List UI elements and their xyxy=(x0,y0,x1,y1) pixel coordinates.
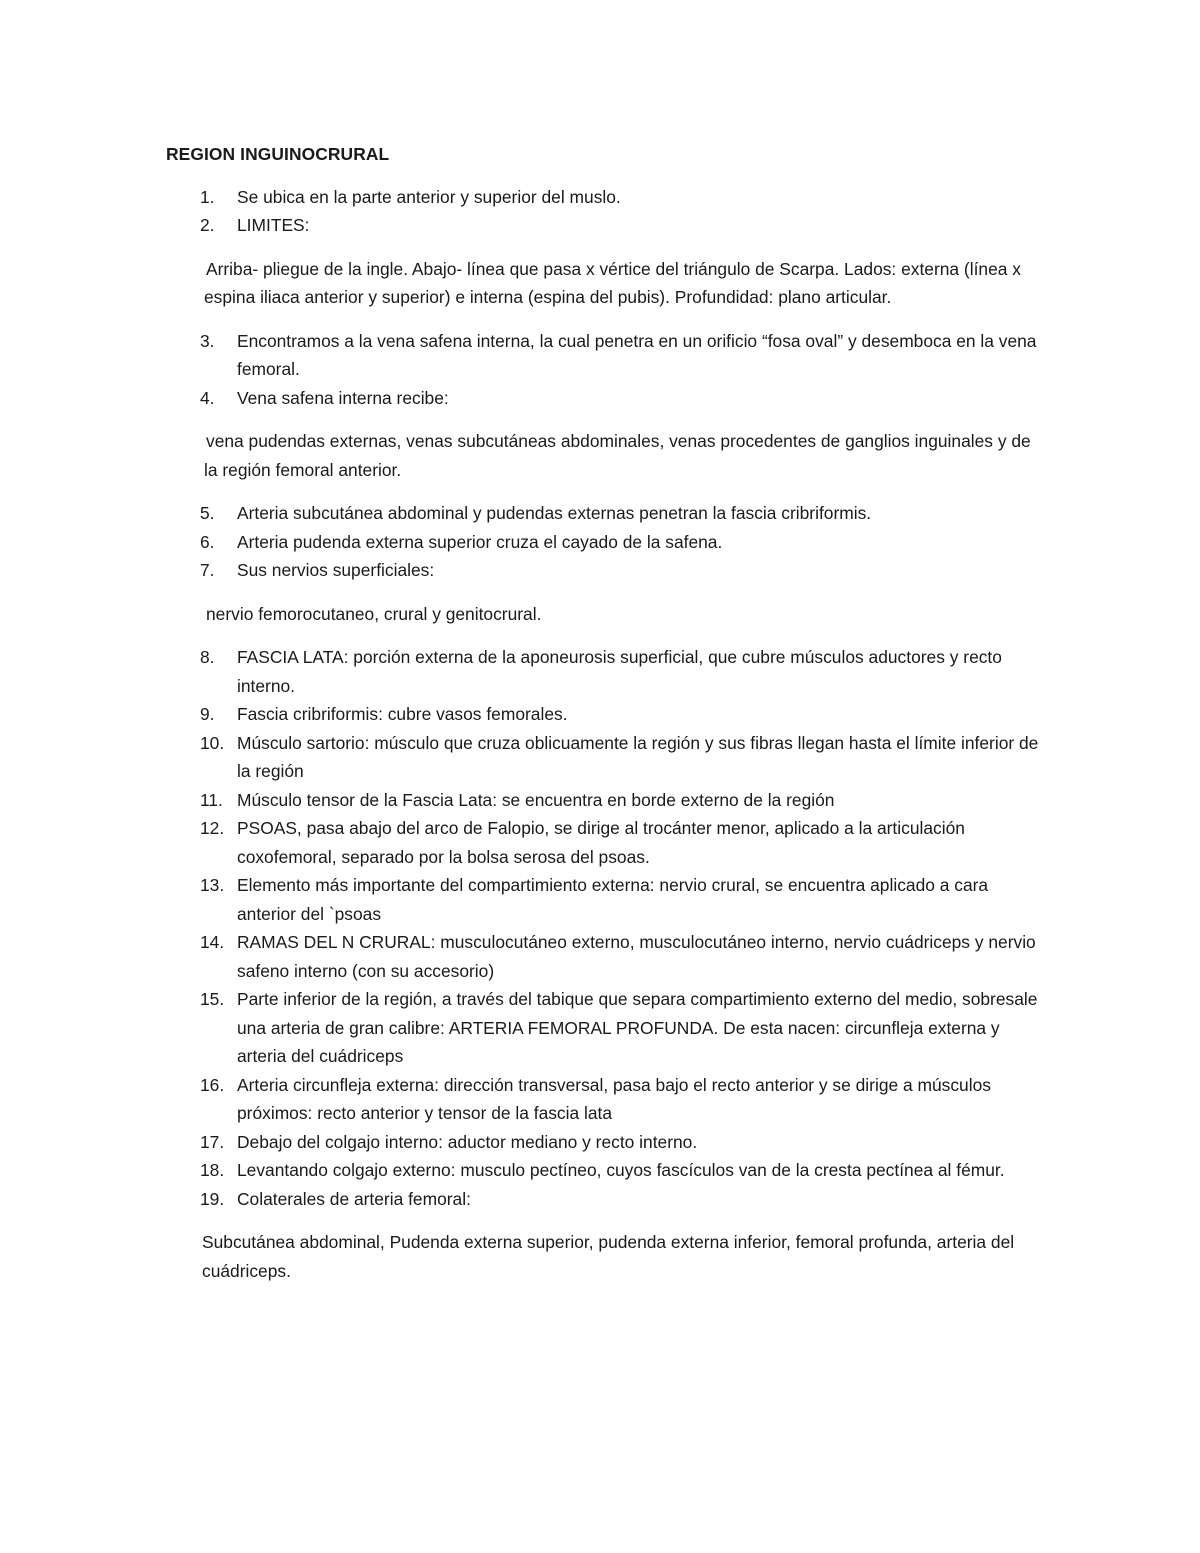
list-number: 19. xyxy=(200,1188,225,1209)
list-number: 16. xyxy=(200,1074,225,1095)
list-text: Músculo tensor de la Fascia Lata: se encuentra en borde externo de la región xyxy=(237,789,835,810)
list-number: 2. xyxy=(200,215,215,235)
list-item xyxy=(166,814,1046,871)
list-item xyxy=(166,786,1046,815)
limits-paragraph: Arriba- pliegue de la ingle. Abajo- línea que pasa x vértice del triángulo de Scarpa. Lados: externa (línea x espina iliaca anterior y superior) e interna (espina del pubis). Profundidad: plano articular. xyxy=(204,258,1021,307)
list-text: RAMAS DEL N CRURAL: musculocutáneo externo, musculocutáneo interno, nervio cuádriceps y nervio safeno interno (con su accesorio) xyxy=(237,932,1036,981)
list-text: Vena safena interna recibe: xyxy=(237,387,449,408)
document-body xyxy=(166,140,1046,1285)
collaterals-paragraph: Subcutánea abdominal, Pudenda externa superior, pudenda externa inferior, femoral profunda, arteria del cuádriceps. xyxy=(202,1232,1015,1281)
list-item xyxy=(166,556,1046,585)
list-text: Se ubica en la parte anterior y superior del muslo. xyxy=(237,186,621,207)
list-number: 5. xyxy=(200,503,215,523)
list-item xyxy=(166,211,1046,240)
list-number: 15. xyxy=(200,989,225,1009)
list-item xyxy=(166,643,1046,700)
list-number: 13. xyxy=(200,875,225,895)
list-text: Arteria circunfleja externa: dirección transversal, pasa bajo el recto anterior y se dirige a músculos próximos: recto anterior y tensor de la fascia lata xyxy=(237,1074,991,1123)
list-number: 4. xyxy=(200,387,215,408)
list-text: Parte inferior de la región, a través del tabique que separa compartimiento externo del medio, sobresale una arteria de gran calibre: ARTERIA FEMORAL PROFUNDA. De esta nacen: circunfleja externa y arteria del cuádriceps xyxy=(237,989,1038,1066)
list-text: Encontramos a la vena safena interna, la cual penetra en un orificio “fosa oval” y desemboca en la vena femoral. xyxy=(237,330,1037,379)
list-item xyxy=(166,871,1046,928)
list-number: 6. xyxy=(200,531,215,552)
list-text: Levantando colgajo externo: musculo pectíneo, cuyos fascículos van de la cresta pectínea al fémur. xyxy=(237,1160,1005,1180)
list-text: LIMITES: xyxy=(237,215,310,235)
list-number: 18. xyxy=(200,1160,225,1180)
list-text: Arteria subcutánea abdominal y pudendas externas penetran la fascia cribriformis. xyxy=(237,503,872,523)
list-item xyxy=(166,1156,1046,1185)
list-number: 11. xyxy=(200,789,223,810)
list-number: 7. xyxy=(200,560,215,580)
list-item xyxy=(166,1071,1046,1128)
list-number: 14. xyxy=(200,932,225,952)
list-number: 17. xyxy=(200,1131,225,1152)
list-item xyxy=(166,499,1046,528)
list-item xyxy=(166,928,1046,985)
list-number: 8. xyxy=(200,647,215,667)
list-item xyxy=(166,1185,1046,1214)
document-title: REGION INGUINOCRURAL xyxy=(166,144,390,164)
list-item xyxy=(166,327,1046,384)
list-text: Sus nervios superficiales: xyxy=(237,560,435,580)
list-number: 9. xyxy=(200,704,215,724)
list-text: Colaterales de arteria femoral: xyxy=(237,1188,471,1209)
list-text: FASCIA LATA: porción externa de la aponeurosis superficial, que cubre músculos aductores y recto interno. xyxy=(237,647,1002,696)
list-number: 3. xyxy=(200,330,215,351)
list-item xyxy=(166,700,1046,729)
list-text: Músculo sartorio: músculo que cruza oblicuamente la región y sus fibras llegan hasta el límite inferior de la región xyxy=(237,732,1039,781)
list-item xyxy=(166,183,1046,212)
list-item xyxy=(166,729,1046,786)
list-text: Elemento más importante del compartimiento externa: nervio crural, se encuentra aplicado a cara anterior del `psoas xyxy=(237,875,989,924)
list-number: 12. xyxy=(200,818,225,838)
list-text: PSOAS, pasa abajo del arco de Falopio, se dirige al trocánter menor, aplicado a la articulación coxofemoral, separado por la bolsa serosa del psoas. xyxy=(237,818,965,867)
list-number: 1. xyxy=(200,186,215,207)
list-number: 10. xyxy=(200,732,225,753)
list-item xyxy=(166,384,1046,413)
list-text: Debajo del colgajo interno: aductor mediano y recto interno. xyxy=(237,1131,698,1152)
safena-paragraph: vena pudendas externas, venas subcutáneas abdominales, venas procedentes de ganglios inguinales y de la región femoral anterior. xyxy=(204,431,1031,480)
list-text: Fascia cribriformis: cubre vasos femorales. xyxy=(237,704,568,724)
nerves-paragraph: nervio femorocutaneo, crural y genitocrural. xyxy=(206,603,542,624)
list-item xyxy=(166,1128,1046,1157)
list-item xyxy=(166,985,1046,1071)
list-item xyxy=(166,528,1046,557)
list-text: Arteria pudenda externa superior cruza el cayado de la safena. xyxy=(237,531,723,552)
